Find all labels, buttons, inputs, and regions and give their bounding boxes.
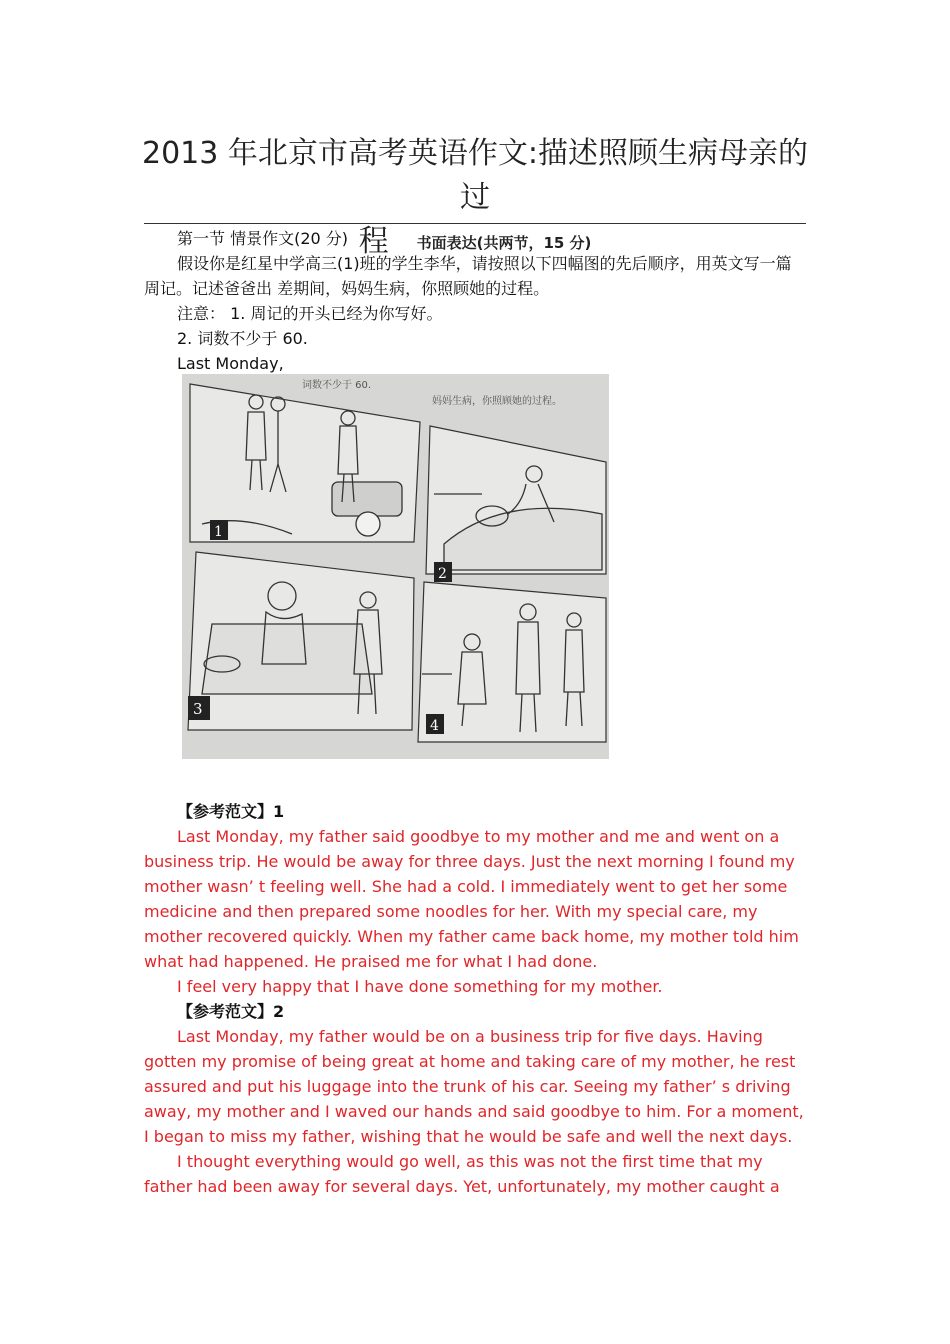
fig-header-text: 词数不少于 60.: [302, 380, 372, 391]
sample1-heading: 【参考范文】1: [177, 802, 285, 821]
prompt-line-2: 周记。记述爸爸出 差期间，妈妈生病，你照顾她的过程。: [144, 279, 550, 298]
sample2-line: away, my mother and I waved our hands and said goodbye to him. For a moment,: [144, 1102, 804, 1121]
panel-4: [418, 582, 606, 742]
panel-1-number: 1: [214, 524, 223, 540]
prompt-line-1: 假设你是红星中学高三(1)班的学生李华，请按照以下四幅图的先后顺序，用英文写一篇: [177, 254, 792, 273]
sample1-line: what had happened. He praised me for what I had done.: [144, 952, 598, 971]
panel-2-number: 2: [438, 566, 447, 582]
sample2-line: gotten my promise of being great at home and taking care of my mother, he rest: [144, 1052, 796, 1071]
fig-header-text-2: 妈妈生病，你照顾她的过程。: [432, 396, 562, 407]
title-divider: [144, 223, 806, 224]
title-line-1: 2013 年北京市高考英语作文:描述照顾生病母亲的过: [142, 136, 808, 215]
story-illustration: [182, 374, 609, 759]
illustration-svg: [182, 374, 609, 759]
sample2-line: assured and put his luggage into the trunk of his car. Seeing my father’ s driving: [144, 1077, 791, 1096]
sample2-heading: 【参考范文】2: [177, 1002, 285, 1021]
sample1-line: mother wasn’ t feeling well. She had a cold. I immediately went to get her some: [144, 877, 788, 896]
panel-4-number: 4: [430, 718, 439, 734]
note-line-1: 注意： 1. 周记的开头已经为你写好。: [177, 304, 443, 323]
sample2-line: Last Monday, my father would be on a business trip for five days. Having: [177, 1027, 763, 1046]
sample1-line: mother recovered quickly. When my father came back home, my mother told him: [144, 927, 799, 946]
opening-line: Last Monday,: [177, 354, 284, 373]
section-subtitle: 书面表达(共两节，15 分): [416, 233, 592, 252]
panel-3-number: 3: [193, 700, 203, 718]
note-line-2: 2. 词数不少于 60.: [177, 329, 308, 348]
sample1-line: Last Monday, my father said goodbye to my mother and me and went on a: [177, 827, 780, 846]
sample2-line: father had been away for several days. Yet, unfortunately, my mother caught a: [144, 1177, 780, 1196]
section-heading: 第一节 情景作文(20 分): [177, 229, 349, 248]
sample2-line: I began to miss my father, wishing that he would be safe and well the next days.: [144, 1127, 793, 1146]
sample1-line: I feel very happy that I have done something for my mother.: [177, 977, 663, 996]
sample1-line: medicine and then prepared some noodles for her. With my special care, my: [144, 902, 758, 921]
title-line-2-text: 程: [358, 224, 389, 259]
sample1-line: business trip. He would be away for three days. Just the next morning I found my: [144, 852, 795, 871]
sample2-line: I thought everything would go well, as this was not the first time that my: [177, 1152, 763, 1171]
